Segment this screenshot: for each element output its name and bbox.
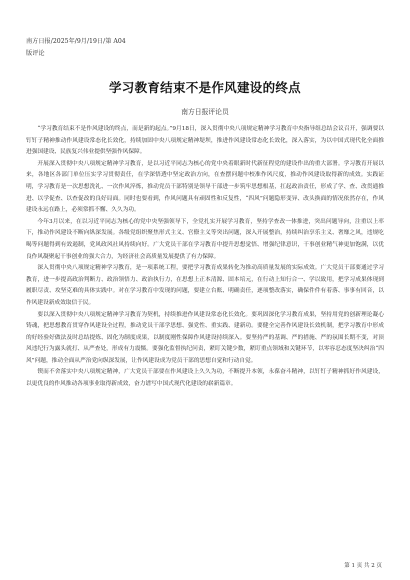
paragraph: 今年3月以来，在以习近平同志为核心的党中央坚强领导下，全党扎实开展学习教育，坚持学查改一体推进，突出问题导向，注重以上率下，推动作风建设不断向纵深发展。各级党组织聚焦形式主义、官僚主义等突出问题，深入开展整治，持续纠治享乐主义、奢靡之风，违规吃喝等问题得到有效遏制，党风政风社风持续向好。广大党员干部在学习教育中提升思想觉悟、增强纪律意识，干事创业精气神更加饱满，以优良作风凝聚起干事创业的强大合力，为经济社会高质量发展提供了有力保障。 (26, 218, 384, 260)
paragraph: 要以深入贯彻中央八项规定精神学习教育为契机，持续推进作风建设常态化长效化。要巩固深化学习教育成果，坚持用党的创新理论凝心铸魂，把思想教育贯穿作风建设全过程，推动党员干部学思想、强党性、重实践、建新功。要健全完善作风建设长效机制，把学习教育中形成的好经验好做法及时总结提炼、固化为制度成果，以制度刚性保障作风建设持续深入。要坚持严的基调、严的措施、严的氛围长期不变，对顶风违纪行为露头就打、从严查处，形成有力震慑。要强化监督执纪问责，紧盯关键少数，紧盯重点领域和关键环节，以零容忍态度坚决纠治“四风”问题，推动全面从严治党向纵深发展，让作风建设成为党员干部的思想自觉和行动自觉。 (26, 311, 384, 364)
paragraph: 深入贯彻中央八项规定精神学习教育，是一项系统工程，要把学习教育成果转化为推动高质量发展的实际成效。广大党员干部要通过学习教育，进一步提高政治判断力、政治领悟力、政治执行力，在思想上正本清源、固本培元，在行动上知行合一、学以致用，把学习成果体现到履职尽责、攻坚克难的具体实践中。对在学习教育中发现的问题，要建立台账、明确责任，逐项整改落实，确保件件有着落、事事有回音，以作风建设新成效取信于民。 (26, 265, 384, 306)
article-title: 学习教育结束不是作风建设的终点 (108, 80, 301, 95)
source-line (26, 36, 384, 60)
source-line-date: 南方日报/2025年/9月/19日/第 A04 (26, 38, 126, 45)
article-byline: 南方日报评论员 (181, 108, 229, 116)
paragraph: “学习教育结束不是作风建设的终点，而是新的起点。”9月18日，深入贯彻中央八项规定精神学习教育中央指导组总结会议召开，强调要以钉钉子精神推动作风建设常态化长效化，持续加固中央八项规定精神堤坝，推进作风建设常态化长效化，深入落实，为以中国式现代化全面推进强国建设、民族复兴伟业提供坚强作风保障。 (26, 126, 384, 156)
paragraph: 开展深入贯彻中央八项规定精神学习教育，是以习近平同志为核心的党中央着眼新时代新征程党的建设作出的重大部署。学习教育开展以来，各地区各部门单位压实学习贯彻责任，在学深悟透中坚定政治方向，在查摆问题中校准作风尺度，推动作风建设取得新的成效。实践证明，学习教育是一次思想洗礼、一次作风淬炼，推动党员干部特别是领导干部进一步筑牢思想根基，扛起政治责任，形成了学、查、改贯通推进、以学促查、以查促改的良好局面。同时也要看到，作风问题具有顽固性和反复性，“四风”问题隐形变异、改头换面的情况依然存在，作风建设永远在路上，必须常抓不懈、久久为功。 (26, 160, 384, 214)
article-body (26, 124, 384, 391)
source-line-section: 版评论 (26, 50, 45, 57)
page-number: 第 1 页 共 2 页 (344, 563, 382, 569)
paragraph: 锲而不舍落实中央八项规定精神，广大党员干部要在作风建设上久久为功，不断提升本领，永葆奋斗精神，以钉钉子精神抓好作风建设，以更优良的作风推动各项事业取得新成效，奋力谱写中国式现代化建设的崭新篇章。 (26, 369, 384, 388)
